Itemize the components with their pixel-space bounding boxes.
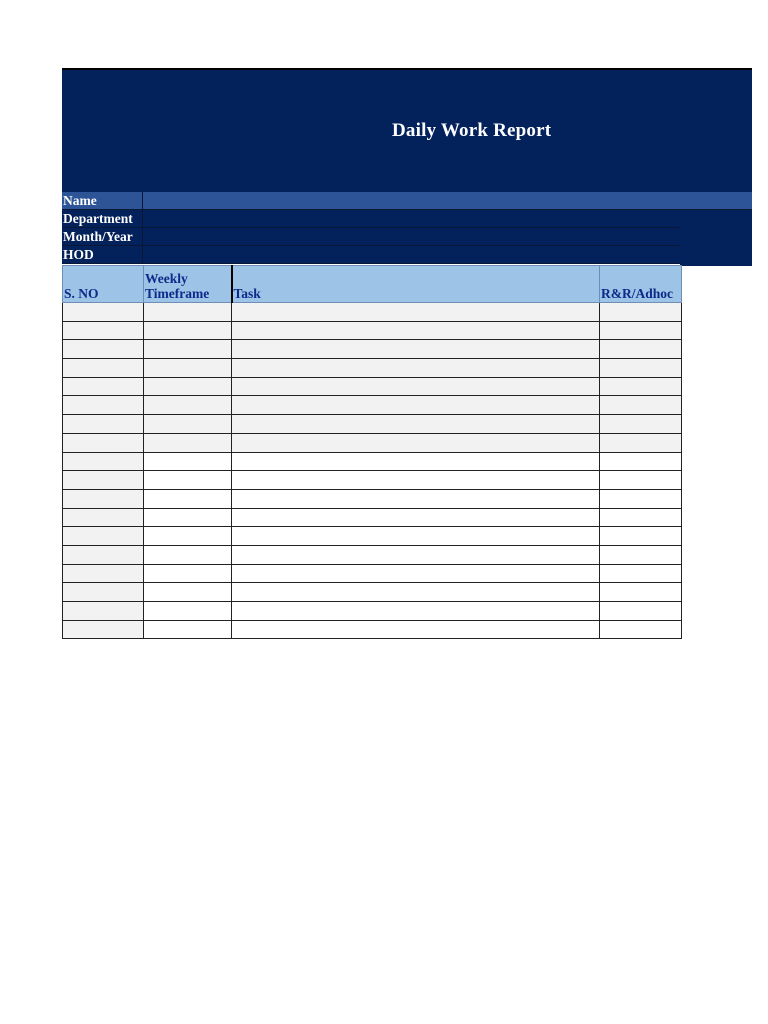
task-cell[interactable]: [232, 377, 600, 396]
rr-adhoc-cell[interactable]: [600, 583, 682, 602]
hod-label: HOD: [62, 246, 143, 263]
weekly-timeframe-cell[interactable]: [144, 321, 232, 340]
sno-cell[interactable]: [63, 620, 144, 639]
sno-cell[interactable]: [63, 303, 144, 322]
weekly-timeframe-cell[interactable]: [144, 620, 232, 639]
sno-cell[interactable]: [63, 340, 144, 359]
rr-adhoc-cell[interactable]: [600, 527, 682, 546]
task-table: [62, 265, 682, 639]
table-row: [63, 545, 682, 564]
column-header-task: Task: [232, 266, 600, 303]
sno-cell[interactable]: [63, 452, 144, 471]
task-cell[interactable]: [232, 359, 600, 378]
sno-cell[interactable]: [63, 396, 144, 415]
table-body: [63, 303, 682, 639]
weekly-timeframe-cell[interactable]: [144, 452, 232, 471]
table-row: [63, 359, 682, 378]
weekly-timeframe-cell[interactable]: [144, 303, 232, 322]
task-cell[interactable]: [232, 471, 600, 490]
table-row: [63, 527, 682, 546]
rr-adhoc-cell[interactable]: [600, 433, 682, 452]
rr-adhoc-cell[interactable]: [600, 602, 682, 621]
department-row: [62, 210, 680, 228]
table-header-row: [63, 266, 682, 303]
weekly-timeframe-cell[interactable]: [144, 489, 232, 508]
rr-adhoc-cell[interactable]: [600, 303, 682, 322]
banner-extension: [680, 210, 752, 266]
rr-adhoc-cell[interactable]: [600, 415, 682, 434]
report-banner: [62, 68, 752, 192]
task-cell[interactable]: [232, 340, 600, 359]
task-cell[interactable]: [232, 564, 600, 583]
task-cell[interactable]: [232, 415, 600, 434]
weekly-timeframe-cell[interactable]: [144, 583, 232, 602]
rr-adhoc-cell[interactable]: [600, 471, 682, 490]
task-cell[interactable]: [232, 396, 600, 415]
table-row: [63, 321, 682, 340]
rr-adhoc-cell[interactable]: [600, 340, 682, 359]
report-title: Daily Work Report: [392, 120, 552, 141]
sno-cell[interactable]: [63, 359, 144, 378]
weekly-timeframe-cell[interactable]: [144, 564, 232, 583]
rr-adhoc-cell[interactable]: [600, 452, 682, 471]
weekly-timeframe-cell[interactable]: [144, 545, 232, 564]
month-year-field[interactable]: [143, 228, 680, 245]
sno-cell[interactable]: [63, 433, 144, 452]
task-cell[interactable]: [232, 433, 600, 452]
sno-cell[interactable]: [63, 471, 144, 490]
sno-cell[interactable]: [63, 527, 144, 546]
table-row: [63, 602, 682, 621]
rr-adhoc-cell[interactable]: [600, 377, 682, 396]
month-year-label: Month/Year: [62, 228, 143, 245]
name-label: Name: [62, 192, 143, 209]
sno-cell[interactable]: [63, 489, 144, 508]
task-cell[interactable]: [232, 602, 600, 621]
task-cell[interactable]: [232, 452, 600, 471]
weekly-timeframe-cell[interactable]: [144, 396, 232, 415]
weekly-timeframe-cell[interactable]: [144, 340, 232, 359]
sno-cell[interactable]: [63, 508, 144, 527]
sno-cell[interactable]: [63, 564, 144, 583]
column-header-sno: S. NO: [63, 266, 144, 303]
table-row: [63, 303, 682, 322]
rr-adhoc-cell[interactable]: [600, 620, 682, 639]
task-cell[interactable]: [232, 508, 600, 527]
table-row: [63, 433, 682, 452]
table-row: [63, 471, 682, 490]
weekly-timeframe-cell[interactable]: [144, 508, 232, 527]
sno-cell[interactable]: [63, 377, 144, 396]
name-row: [62, 192, 752, 210]
rr-adhoc-cell[interactable]: [600, 545, 682, 564]
task-cell[interactable]: [232, 583, 600, 602]
hod-row: [62, 246, 680, 264]
weekly-timeframe-cell[interactable]: [144, 433, 232, 452]
task-cell[interactable]: [232, 303, 600, 322]
table-row: [63, 396, 682, 415]
table-row: [63, 620, 682, 639]
rr-adhoc-cell[interactable]: [600, 489, 682, 508]
month-year-row: [62, 228, 680, 246]
department-label: Department: [62, 210, 143, 227]
table-row: [63, 583, 682, 602]
weekly-timeframe-cell[interactable]: [144, 415, 232, 434]
table-row: [63, 564, 682, 583]
department-field[interactable]: [143, 210, 680, 227]
task-cell[interactable]: [232, 620, 600, 639]
rr-adhoc-cell[interactable]: [600, 359, 682, 378]
rr-adhoc-cell[interactable]: [600, 396, 682, 415]
table-row: [63, 508, 682, 527]
column-header-weekly-timeframe: Weekly Timeframe: [144, 266, 232, 303]
table-row: [63, 340, 682, 359]
weekly-timeframe-cell[interactable]: [144, 359, 232, 378]
table-row: [63, 415, 682, 434]
task-cell[interactable]: [232, 489, 600, 508]
table-row: [63, 452, 682, 471]
hod-field[interactable]: [143, 246, 680, 263]
weekly-timeframe-cell[interactable]: [144, 377, 232, 396]
sno-cell[interactable]: [63, 602, 144, 621]
sno-cell[interactable]: [63, 583, 144, 602]
column-header-rr-adhoc: R&R/Adhoc: [600, 266, 682, 303]
table-row: [63, 489, 682, 508]
task-cell[interactable]: [232, 545, 600, 564]
sno-cell[interactable]: [63, 321, 144, 340]
rr-adhoc-cell[interactable]: [600, 508, 682, 527]
weekly-timeframe-cell[interactable]: [144, 527, 232, 546]
weekly-timeframe-cell[interactable]: [144, 602, 232, 621]
task-cell[interactable]: [232, 527, 600, 546]
name-field[interactable]: [143, 192, 752, 209]
weekly-timeframe-cell[interactable]: [144, 471, 232, 490]
sno-cell[interactable]: [63, 415, 144, 434]
sno-cell[interactable]: [63, 545, 144, 564]
table-row: [63, 377, 682, 396]
rr-adhoc-cell[interactable]: [600, 564, 682, 583]
task-cell[interactable]: [232, 321, 600, 340]
rr-adhoc-cell[interactable]: [600, 321, 682, 340]
